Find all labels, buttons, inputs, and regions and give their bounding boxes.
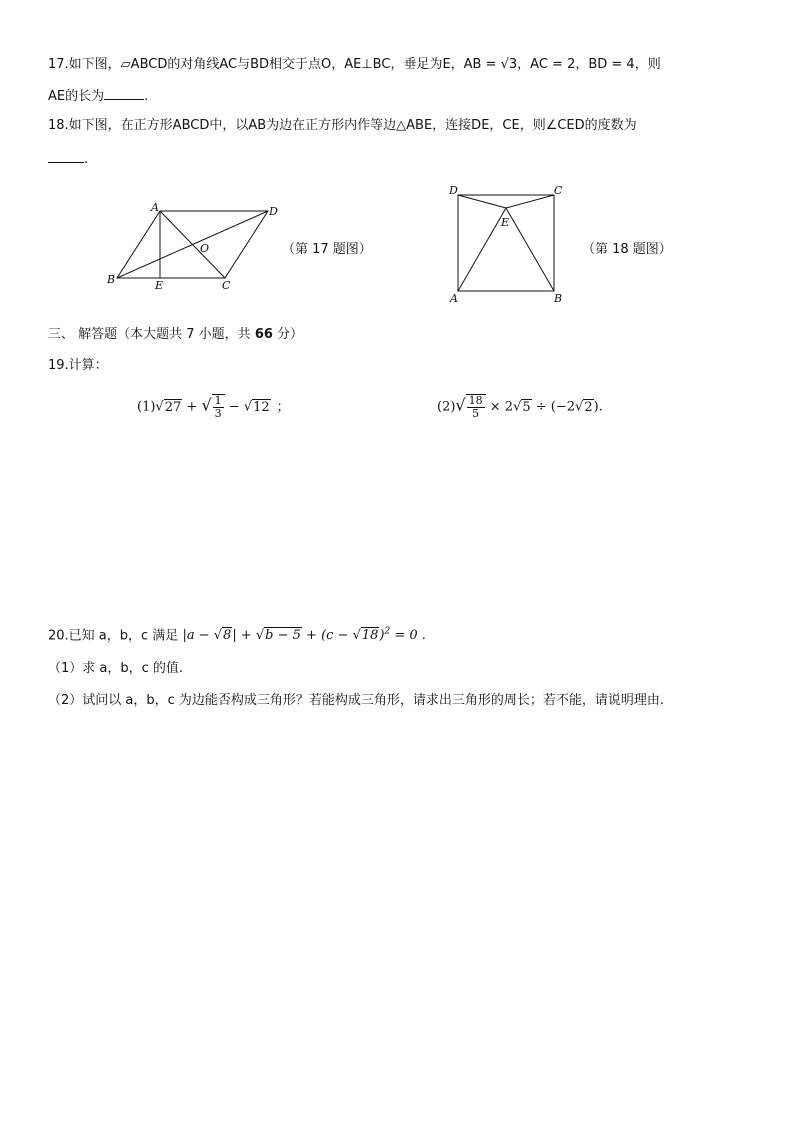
q20-eq-b-pre: | + [232,628,256,644]
section-3-title [48,326,303,344]
label-c: C [554,184,563,197]
q18-line2 [48,150,88,169]
q19-part1-fraction [212,394,225,420]
q19-part1-plus: + [182,399,202,415]
q17-line1: 17.如下图，▱ABCD的对角线AC与BD相交于点O，AE⊥BC，垂足为E，AB = √3，AC = 2，BD = 4，则 [48,57,661,72]
label-d: D [269,205,278,218]
label-d: D [449,184,458,197]
label-c: C [222,279,231,292]
q20-equation: $|a - √8| + √b - 5 + (c - √18)^2 = 0$ . [182,627,426,644]
q19-part2-prefix: (2) [437,399,456,415]
q19-part2-radicand2: 5 [522,399,531,415]
q19-part2-radicand3: 2 [584,399,593,415]
q17-line2-prefix: AE的长为 [48,89,105,104]
q20-eq-c-post: ) [379,628,385,644]
q20-eq-a-radicand: 8 [223,628,232,644]
q19-part2-frac-num: 18 [468,394,483,407]
label-e: E [155,279,164,292]
q18-line1: 18.如下图，在正方形ABCD中，以AB为边在正方形内作等边△ABE，连接DE，CE，则∠CED的度数为 [48,118,637,133]
q19-part1-minus: − [224,399,244,415]
q19-part1-frac-num: 1 [214,394,222,407]
q17-answer-blank [104,87,144,100]
q20-line1 [48,623,426,645]
q20-eq-square: 2 [384,627,391,637]
q19-part2-mid: × 2 [485,399,514,415]
q19-part1-end: ； [276,399,290,415]
q19-part2-div: ÷ (−2 [531,399,576,415]
section-3-title-suffix: 分） [272,327,304,342]
figure-17-caption: （第 17 题图） [282,242,372,257]
label-e: E [501,216,510,229]
figure-18-square [444,182,569,306]
diagonal-bd [117,211,268,278]
q19-part2-end: ). [593,399,603,415]
q19-part1-prefix: (1) [137,399,156,415]
q20-line1-prefix: 20.已知 a，b，c 满足 [48,628,183,644]
q18-line2-suffix: . [84,152,89,167]
figure-17-parallelogram [100,196,290,296]
figure-18-caption: （第 18 题图） [582,242,672,257]
label-b: B [107,273,116,286]
q20-sub1: （1）求 a，b，c 的值. [48,661,184,676]
q19-part1-frac-den: 3 [214,407,222,420]
q19-part2-frac-den: 5 [472,407,480,420]
q18-answer-blank [48,150,84,163]
q19-part1: (1)√27 + √ $\frac{1}{3}$ − √12 ； [137,394,290,420]
label-o: O [200,242,210,255]
q20-eq-b-radicand: b − 5 [265,628,301,644]
q20-eq-c-pre: + (c − [301,628,353,644]
q19-part2-fraction [466,394,486,420]
q17-line2-suffix: . [144,89,149,104]
q17-line2 [48,87,148,106]
section-3-points: 66 [254,327,273,342]
q19-label: 19.计算： [48,358,108,373]
label-b: B [554,292,563,305]
q20-eq-a: |a − [182,628,214,644]
q20-eq-end: = 0 . [390,628,426,644]
segment-de [458,195,506,208]
label-a: A [151,201,159,214]
segment-ce [506,195,554,208]
q20-eq-c-radicand: 18 [361,628,379,644]
q19-part1-radicand1: 27 [164,399,182,415]
q19-part2: (2)√ $\frac{18}{5}$ × 2√5 ÷ (−2√2). [437,394,603,420]
q20-sub2: （2）试问以 a，b，c 为边能否构成三角形？若能构成三角形，请求出三角形的周长；若不能，请说明理由. [48,693,665,708]
section-3-title-prefix: 三、 解答题（本大题共 7 小题，共 [48,327,255,342]
label-a: A [450,292,458,305]
square-abcd [458,195,554,291]
q19-part1-radicand3: 12 [253,399,270,415]
